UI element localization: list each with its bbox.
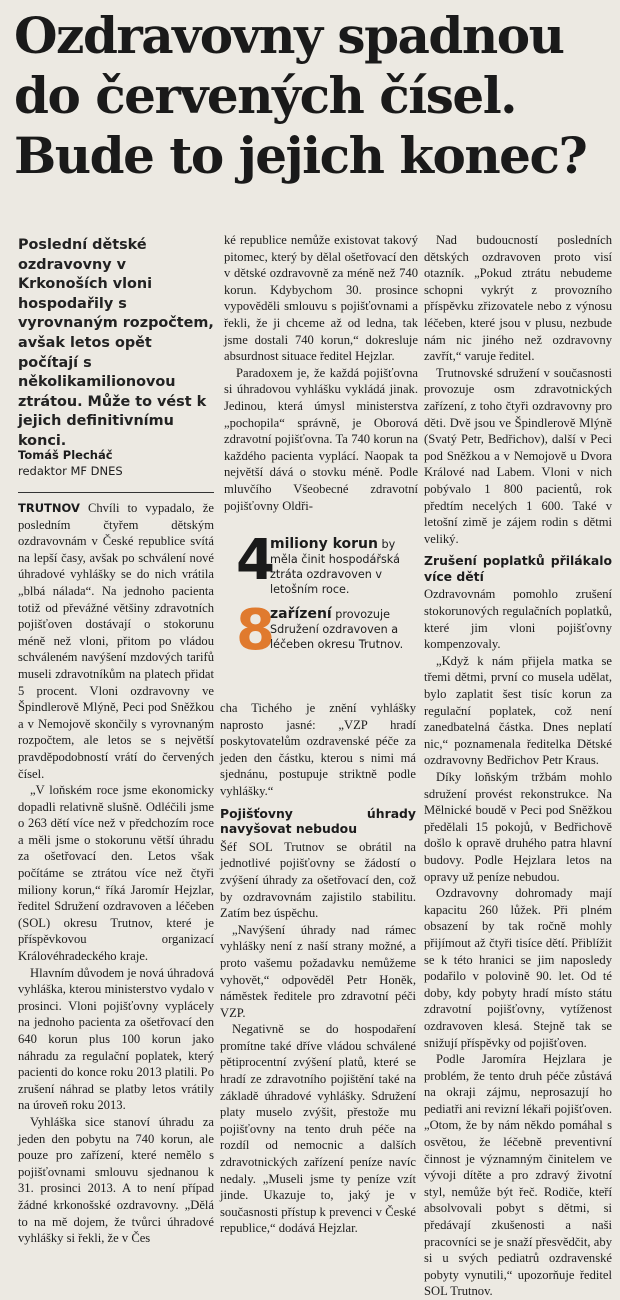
- subheading: Pojišťovny úhrady navyšovat nebudou: [220, 805, 416, 837]
- paragraph: Vyhláška sice stanoví úhradu za jeden den pobytu na 740 korun, ale pouze pro zařízení, které nemělo s pojišťovnami smlouvu sjednanou k 31. prosinci 2013. A to není případ žádné krkonošské ozdravovny. „Dělá to na mě dojem, že tvůrci úhradové vyhlášky si řekli, že v Čes: [18, 1114, 214, 1246]
- paragraph: Ozdravovny dohromady mají kapacitu 260 lůžek. Při plném obsazení by tak ročně mohly přijímout až čtyři tisíce dětí. Přiblížit se k této hranici se jim naposledy podařilo v polovině 90. let. Od té doby, kdy pobyty hradí místo státu zdravotní pojišťovny, vytíženost ozdravoven klesá. Stejně tak se snižují příspěvky od pojišťoven.: [424, 886, 612, 1050]
- headline: [14, 6, 614, 186]
- paragraph: Hlavním důvodem je nová úhradová vyhláška, kterou ministerstvo vydalo v prosinci. Vloni pojišťovny vyplácely na jednoho pacienta za ošetřovací den 640 korun plus 100 korun jako náhradu za regulační poplatek, který pacienti do konce roku 2013 platili. Po zrušení náhrad se platby letos vrátily na úroveň roku 2013.: [18, 965, 214, 1113]
- column-2-top: [224, 232, 418, 514]
- paragraph: Trutnovské sdružení v současnosti provozuje osm zdravotnických zařízení, z toho čtyři ozdravovny pro děti. Dvě jsou ve Špindlerově Mlýně (Svatý Petr, Bedřichov), další v Peci pod Sněžkou a v Nemojově u Dvora Králové nad Labem. Vloni v nich pobývalo 1 800 pacientů, rok předtím necelých 1 600. Také v letošní zimě je zájem rodin s dětmi veliký.: [424, 365, 612, 546]
- paragraph: Díky loňským tržbám mohlo sdružení provést rekonstrukce. Na Mělnické boudě v Peci pod Sněžkou předělali 15 pokojů, v Bedřichově došlo k opravě druhého patra hlavní budovy. Podle Hejzlara letos na opravy už peníze nebudou.: [424, 770, 612, 884]
- subheading: Zrušení poplatků přilákalo více dětí: [424, 553, 612, 584]
- column-1: [18, 500, 214, 1247]
- paragraph: Paradoxem je, že každá pojišťovna si úhradovou vyhlášku vykládá jinak. Jedinou, která úmysl ministerstva „pochopila“ správně, je Oborová zdravotní pojišťovna. Ta 740 korun na každého pacienta vyplácí. Naopak ta největší dává o stovku méně. Podle mluvčího Všeobecné zdravotní pojišťovny Oldři-: [224, 365, 418, 513]
- fact-item: [236, 528, 426, 597]
- byline: [18, 447, 214, 479]
- lead-paragraph: Poslední dětské ozdravovny v Krkonoších vloni hospodařily s vyrovnaným rozpočtem, avšak letos opět počítají s několikamilionovou ztrátou. Může to vést k jejich definitivnímu konci.: [18, 237, 214, 449]
- headline-line-1: Ozdravovny spadnou: [14, 6, 564, 65]
- fact-item: [236, 598, 426, 663]
- headline-line-3: Bude to jejich konec?: [14, 126, 587, 185]
- column-2-bottom: [220, 700, 416, 1237]
- author-role: redaktor MF DNES: [18, 464, 123, 478]
- fact-text: by měla činit hospodářská ztráta ozdravoven v letošním roce.: [270, 538, 400, 596]
- paragraph: Šéf SOL Trutnov se obrátil na jednotlivé pojišťovny se žádostí o zvýšení úhrady za ošetřovací den, což by ozdravovnám zajistilo stabilitu. Zatím bez úspěchu.: [220, 839, 416, 921]
- author-name: Tomáš Plecháč: [18, 448, 113, 462]
- paragraph: Negativně se do hospodaření promítne také dříve vládou schválené pětiprocentní zvýšení platů, které se hradí ze zdravotního pojištění také na základě úhradové vyhlášky. Sdružení platy muselo zvýšit, přestože mu pojišťovny na tento druh péče na rozdíl od nemocnic a dalších zdravotnických zařízení peníze navíc nedaly. „Museli jsme ty peníze vzít jinde. Ukazuje to, jaký je v současnosti přístup k prevenci v České republice,“ dodává Hejzlar.: [220, 1022, 416, 1236]
- dateline: TRUTNOV: [18, 501, 80, 515]
- column-3: [424, 232, 612, 1300]
- paragraph: „Navýšení úhrady nad rámec vyhlášky není z naší strany možné, a proto vašemu požadavku nemůžeme vyhovět,“ odpověděl Petr Honěk, náměstek ředitele pro zdravotní péči VZP.: [220, 922, 416, 1020]
- paragraph: „Když k nám přijela matka se třemi dětmi, první co musela udělat, bylo zaplatit šest tisíc korun za regulační poplatek, což není zanedbatelná částka. Dnes neplatí nic,“ poznamenala ředitelka Dětské ozdravovny Bedřichov Petr Kraus.: [424, 653, 612, 768]
- fact-number: 4: [236, 528, 275, 593]
- paragraph: Podle Jaromíra Hejzlara je problém, že tento druh péče zůstává na okraji zájmu, neprosazují ho pediatři ani revizní lékaři pojišťoven. „Otom, že by nám někdo pomáhal s osvětou, že léčebně preventivní činnost je významným činitelem ve vývoji dítěte a pro zdravý životní styl, nemůže být řeč. Rodiče, kteří absolvovali pobyt s dětmi, si předávají zkušenosti a naši pracovníci se je snaží přesvědčit, aby si u svých pediatrů ozdravenské pobyty vynutili,“ upozorňuje ředitel SOL Trutnov.: [424, 1052, 612, 1299]
- fact-text: provozuje Sdružení ozdravoven a léčeben okresu Trutnov.: [270, 608, 404, 651]
- divider: [18, 492, 214, 493]
- paragraph: Nad budoucností posledních dětských ozdravoven proto visí otazník. „Pokud ztrátu nebudeme schopni vykrýt z provozního příspěvku zřizovatele nebo z výnosu léčeben, které jsou v plusu, nezbude nám nic jiného než ozdravovny zavřít,“ varuje ředitel.: [424, 233, 612, 364]
- paragraph: Ozdravovnám pomohlo zrušení stokorunových regulačních poplatků, které jim vloni pojišťovny kompenzovaly.: [424, 587, 612, 652]
- paragraph: cha Tichého je znění vyhlášky naprosto jasné: „VZP hradí poskytovatelům ozdravenské péče za jeden den částku, kterou s nimi má sjednánu, postupuje striktně podle vyhlášky.“: [220, 701, 416, 798]
- fact-highlight: zařízení: [270, 606, 332, 622]
- headline-line-2: do červených čísel.: [14, 66, 517, 125]
- fact-box: [236, 528, 426, 685]
- paragraph: „V loňském roce jsme ekonomicky dopadli relativně slušně. Odléčili jsme o 263 dětí více než v předchozím roce a měli jsme o stokorunu větší úhradu za ošetřovací den. Letos však počítáme se ztrátou více než čtyři miliony korun,“ říká Jaromír Hejzlar, ředitel Sdružení ozdravoven a léčeben (SOL) okresu Trutnov, které je příspěvkovou organizací Královéhradeckého kraje.: [18, 783, 214, 964]
- paragraph: TRUTNOV Chvíli to vypadalo, že posledním čtyřem dětským ozdravovnám v České republice svítá na lepší časy, avšak po schválení nové úhradové vyhlášky se do nich vrátila „blbá nálada“. Na jednoho pacienta totiž od převážné většiny zdravotních pojišťoven dostávají o stokorunu méně než vloni, přitom po vládou schváleném navýšení mzdových tarifů museli zdravotníkům na platech přidat 5 procent. Vloni ozdravovny ve Špindlerově Mlýně, Peci pod Sněžkou a v Nemojově skončily s vyrovnaným rozpočtem, ale letos se s největší pravděpodobností vrátí do červených čísel.: [18, 501, 214, 781]
- fact-number: 8: [236, 598, 275, 663]
- fact-highlight: miliony korun: [270, 536, 378, 552]
- paragraph: ké republice nemůže existovat takový pitomec, který by dělal ošetřovací den v dětské ozdravovně za méně než 740 korun. Kdybychom 30. prosince vypověděli smlouvu s pojišťovnami a řekli, že ji chceme až od ledna, tak jsme dostali 740 korun,“ dokresluje absurdnost situace ředitel Hejzlar.: [224, 233, 418, 364]
